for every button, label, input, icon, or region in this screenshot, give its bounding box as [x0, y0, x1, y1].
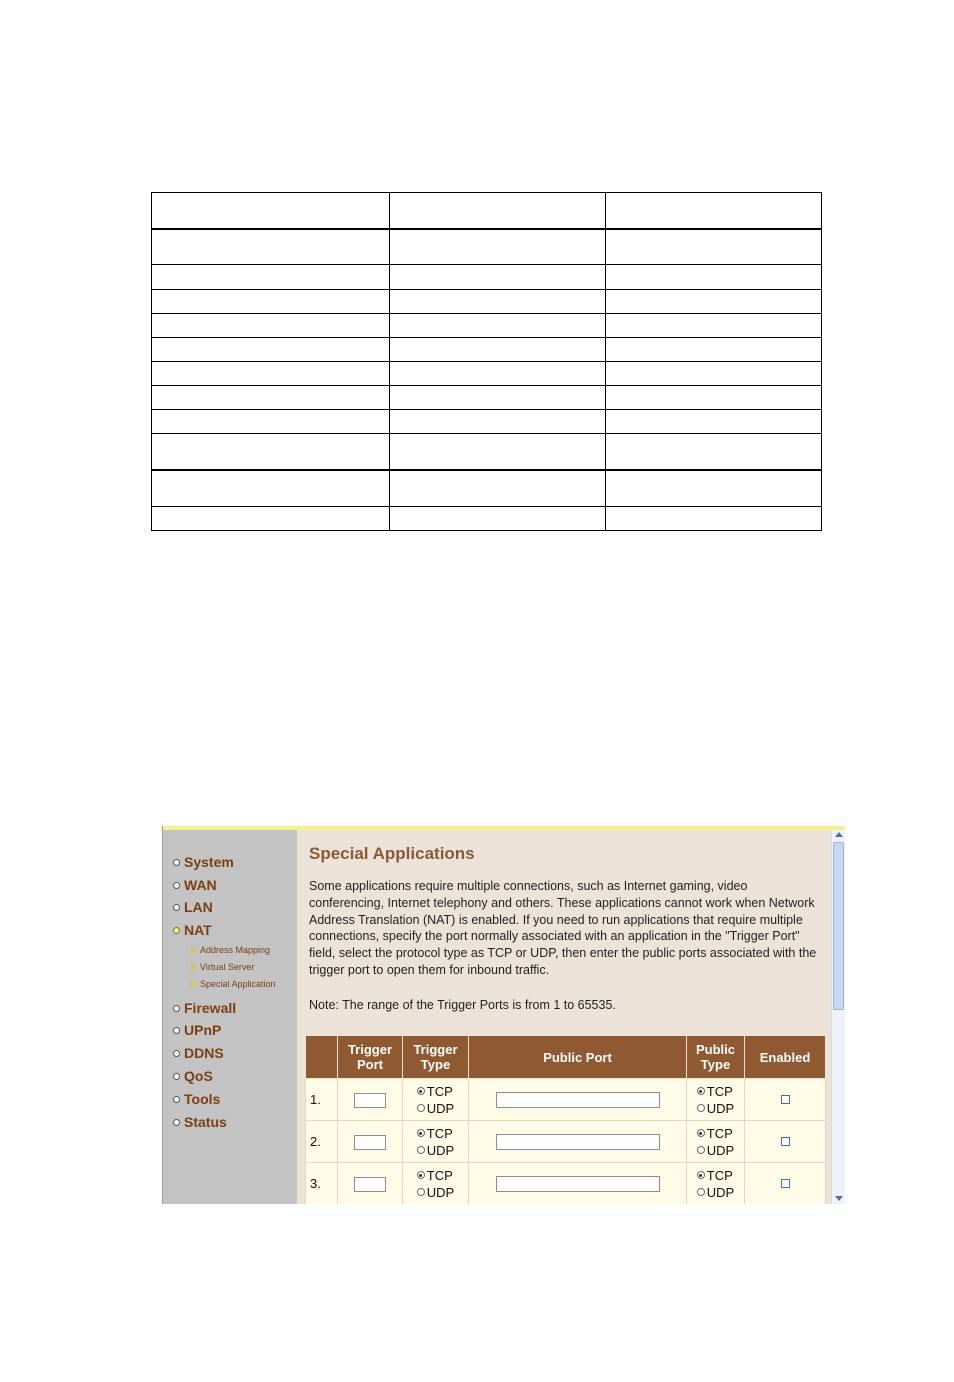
- public-type-tcp-radio[interactable]: TCP: [697, 1167, 734, 1184]
- public-port-input[interactable]: [496, 1092, 660, 1108]
- header-public-type: Public Type: [687, 1036, 745, 1079]
- sidebar-subitem-label: Virtual Server: [200, 962, 255, 972]
- enabled-cell: [745, 1079, 826, 1121]
- scroll-down-arrow-icon[interactable]: [835, 1196, 843, 1201]
- sidebar-item-label: Status: [184, 1114, 227, 1130]
- sidebar-subitem-virtual-server[interactable]: [191, 960, 254, 974]
- blank-cell: [390, 229, 606, 265]
- page-title: Special Applications: [309, 844, 475, 863]
- row-number: 2.: [306, 1121, 338, 1163]
- sidebar-item-tools[interactable]: [173, 1089, 220, 1109]
- blank-cell: [606, 410, 822, 434]
- bullet-icon: [173, 859, 180, 866]
- description-text: Some applications require multiple connections, such as Internet gaming, video conferencing, Internet telephony and others. These applications cannot work when Network Address Translation (NAT) is enabled. If you need to run applications that require multiple connections, specify the port normally associated with an application in the "Trigger Port" field, select the protocol type as TCP or UDP, then enter the public ports associated with the trigger port to open them for inbound traffic.: [309, 879, 817, 977]
- sidebar-item-upnp[interactable]: [173, 1020, 221, 1040]
- sidebar-item-label: QoS: [184, 1068, 213, 1084]
- blank-cell: [606, 434, 822, 470]
- trigger-type-udp-radio[interactable]: UDP: [417, 1142, 454, 1159]
- table-row: [306, 1121, 826, 1163]
- header-public-port: Public Port: [469, 1036, 687, 1079]
- blank-cell: [606, 506, 822, 530]
- sidebar-item-label: System: [184, 854, 234, 870]
- blank-table: [151, 192, 822, 531]
- public-port-input[interactable]: [496, 1134, 660, 1150]
- sidebar-item-status[interactable]: [173, 1112, 227, 1132]
- triangle-right-icon: [191, 980, 196, 988]
- blank-cell: [152, 313, 390, 337]
- blank-cell: [390, 193, 606, 229]
- blank-cell: [390, 506, 606, 530]
- bullet-icon: [173, 1073, 180, 1080]
- blank-cell: [606, 265, 822, 289]
- header-enabled: Enabled: [745, 1036, 826, 1079]
- blank-table-row: [152, 337, 822, 361]
- trigger-type-udp-radio[interactable]: UDP: [417, 1184, 454, 1201]
- blank-cell: [390, 289, 606, 313]
- sidebar-item-label: UPnP: [184, 1022, 222, 1038]
- blank-table-row: [152, 506, 822, 530]
- trigger-port-cell: [338, 1121, 403, 1163]
- public-port-cell: [469, 1079, 687, 1121]
- sidebar-item-system[interactable]: [173, 852, 234, 872]
- sidebar-item-label: DDNS: [184, 1045, 224, 1061]
- trigger-type-tcp-radio[interactable]: TCP: [417, 1167, 454, 1184]
- public-port-cell: [469, 1163, 687, 1205]
- blank-cell: [390, 470, 606, 506]
- enabled-cell: [745, 1121, 826, 1163]
- blank-cell: [152, 289, 390, 313]
- radio-selected-icon: [417, 1129, 425, 1137]
- blank-table-row: [152, 410, 822, 434]
- sidebar-item-firewall[interactable]: [173, 998, 236, 1018]
- table-row: [306, 1163, 826, 1205]
- radio-empty-icon: [417, 1188, 425, 1196]
- blank-cell: [390, 265, 606, 289]
- header-trigger-type: Trigger Type: [403, 1036, 469, 1079]
- main-content: [309, 826, 829, 1204]
- sidebar-subitem-address-mapping[interactable]: [191, 943, 270, 957]
- radio-selected-icon: [697, 1087, 705, 1095]
- bullet-icon: [173, 882, 180, 889]
- trigger-port-input[interactable]: [354, 1135, 386, 1150]
- enabled-checkbox[interactable]: [781, 1137, 790, 1146]
- enabled-checkbox[interactable]: [781, 1179, 790, 1188]
- blank-cell: [606, 386, 822, 410]
- sidebar-item-ddns[interactable]: [173, 1043, 224, 1063]
- bullet-icon: [173, 1027, 180, 1034]
- blank-cell: [152, 265, 390, 289]
- public-port-cell: [469, 1121, 687, 1163]
- trigger-port-cell: [338, 1163, 403, 1205]
- sidebar: [163, 830, 297, 1204]
- public-type-tcp-radio[interactable]: TCP: [697, 1125, 734, 1142]
- sidebar-item-label: WAN: [184, 877, 217, 893]
- triangle-right-icon: [191, 963, 196, 971]
- trigger-type-cell: [403, 1163, 469, 1205]
- public-type-udp-radio[interactable]: UDP: [697, 1184, 734, 1201]
- public-type-tcp-radio[interactable]: TCP: [697, 1083, 734, 1100]
- blank-table-row: [152, 313, 822, 337]
- enabled-cell: [745, 1163, 826, 1205]
- sidebar-subitem-label: Special Application: [200, 979, 276, 989]
- blank-cell: [606, 193, 822, 229]
- radio-selected-icon: [697, 1171, 705, 1179]
- blank-cell: [390, 337, 606, 361]
- blank-cell: [152, 434, 390, 470]
- blank-cell: [152, 386, 390, 410]
- blank-table-row: [152, 193, 822, 229]
- blank-cell: [606, 337, 822, 361]
- sidebar-item-qos[interactable]: [173, 1066, 213, 1086]
- blank-table-row: [152, 229, 822, 265]
- sidebar-item-nat[interactable]: [173, 920, 212, 940]
- blank-table-row: [152, 470, 822, 506]
- trigger-type-tcp-radio[interactable]: TCP: [417, 1083, 454, 1100]
- bullet-icon: [173, 904, 180, 911]
- blank-cell: [152, 506, 390, 530]
- public-type-cell: [687, 1079, 745, 1121]
- radio-empty-icon: [697, 1188, 705, 1196]
- blank-table-row: [152, 289, 822, 313]
- public-type-cell: [687, 1121, 745, 1163]
- blank-cell: [152, 361, 390, 385]
- radio-empty-icon: [417, 1104, 425, 1112]
- blank-cell: [606, 289, 822, 313]
- trigger-port-input[interactable]: [354, 1093, 386, 1108]
- trigger-type-cell: [403, 1079, 469, 1121]
- blank-cell: [152, 193, 390, 229]
- scrollbar-thumb[interactable]: [833, 842, 844, 1010]
- radio-empty-icon: [697, 1146, 705, 1154]
- public-type-cell: [687, 1163, 745, 1205]
- radio-selected-icon: [417, 1171, 425, 1179]
- blank-cell: [390, 410, 606, 434]
- trigger-type-cell: [403, 1121, 469, 1163]
- trigger-port-input[interactable]: [354, 1177, 386, 1192]
- row-number: 1.: [306, 1079, 338, 1121]
- blank-cell: [152, 337, 390, 361]
- sidebar-item-lan[interactable]: [173, 897, 213, 917]
- trigger-port-cell: [338, 1079, 403, 1121]
- note-text: Note: The range of the Trigger Ports is from 1 to 65535.: [309, 998, 616, 1012]
- blank-cell: [152, 410, 390, 434]
- blank-table-row: [152, 434, 822, 470]
- sidebar-item-label: Firewall: [184, 1000, 237, 1016]
- bullet-icon: [173, 1096, 180, 1103]
- triangle-right-icon: [191, 946, 196, 954]
- trigger-type-tcp-radio[interactable]: TCP: [417, 1125, 454, 1142]
- row-number: 3.: [306, 1163, 338, 1205]
- blank-cell: [390, 313, 606, 337]
- bullet-icon: [173, 1050, 180, 1057]
- header-trigger-port: Trigger Port: [338, 1036, 403, 1079]
- public-type-udp-radio[interactable]: UDP: [697, 1142, 734, 1159]
- blank-table-row: [152, 386, 822, 410]
- blank-cell: [152, 470, 390, 506]
- blank-cell: [390, 434, 606, 470]
- radio-selected-icon: [697, 1129, 705, 1137]
- public-port-input[interactable]: [496, 1176, 660, 1192]
- public-type-udp-radio[interactable]: UDP: [697, 1100, 734, 1117]
- bullet-icon: [173, 1005, 180, 1012]
- blank-cell: [606, 313, 822, 337]
- blank-cell: [390, 386, 606, 410]
- router-config-window: [162, 826, 845, 1204]
- blank-cell: [606, 470, 822, 506]
- radio-empty-icon: [697, 1104, 705, 1112]
- enabled-checkbox[interactable]: [781, 1095, 790, 1104]
- header-index: [306, 1036, 338, 1079]
- table-header-row: [306, 1036, 826, 1079]
- special-applications-table: [305, 1035, 826, 1204]
- radio-selected-icon: [417, 1087, 425, 1095]
- blank-cell: [606, 229, 822, 265]
- sidebar-item-label: Tools: [184, 1091, 221, 1107]
- trigger-type-udp-radio[interactable]: UDP: [417, 1100, 454, 1117]
- sidebar-subitem-special-application[interactable]: [191, 977, 276, 991]
- table-row: [306, 1079, 826, 1121]
- bullet-active-icon: [173, 927, 180, 934]
- blank-table-row: [152, 361, 822, 385]
- sidebar-subitem-label: Address Mapping: [200, 945, 271, 955]
- radio-empty-icon: [417, 1146, 425, 1154]
- blank-cell: [152, 229, 390, 265]
- bullet-icon: [173, 1119, 180, 1126]
- blank-cell: [390, 361, 606, 385]
- sidebar-item-wan[interactable]: [173, 875, 217, 895]
- blank-table-row: [152, 265, 822, 289]
- sidebar-item-label: LAN: [184, 899, 213, 915]
- scroll-up-arrow-icon[interactable]: [835, 832, 843, 837]
- sidebar-item-label: NAT: [184, 922, 212, 938]
- vertical-scrollbar[interactable]: [831, 830, 845, 1204]
- blank-cell: [606, 361, 822, 385]
